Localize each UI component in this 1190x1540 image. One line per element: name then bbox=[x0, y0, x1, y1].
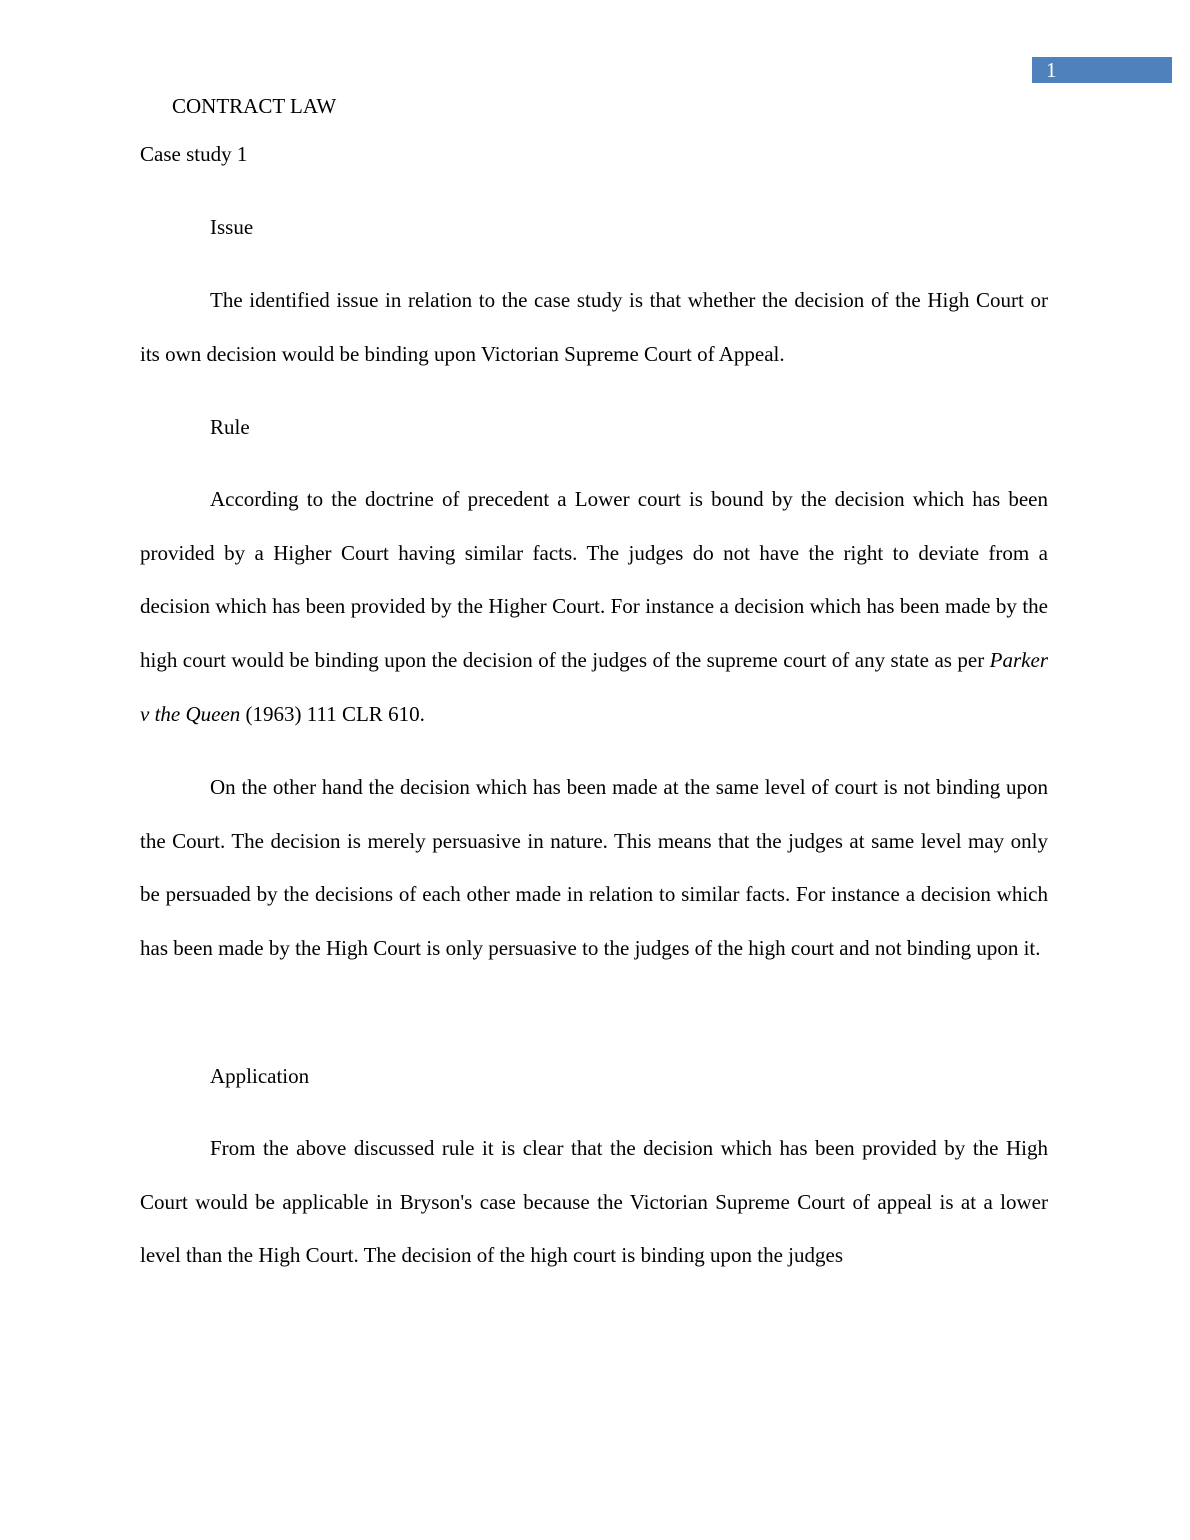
rule-paragraph-1 bbox=[140, 473, 1048, 742]
case-citation-name: Parker v the Queen bbox=[140, 648, 1048, 726]
page-number: 1 bbox=[1046, 58, 1057, 82]
issue-heading: Issue bbox=[210, 215, 254, 239]
issue-paragraph: The identified issue in relation to the case study is that whether the decision of the High Court or its own decision would be binding upon Victorian Supreme Court of Appeal. bbox=[140, 288, 1048, 366]
application-paragraph: From the above discussed rule it is clear that the decision which has been provided by the High Court would be applicable in Bryson's case because the Victorian Supreme Court of appeal is at a lower level than the High Court. The decision of the high court is binding upon the judges bbox=[140, 1136, 1048, 1268]
running-head: CONTRACT LAW bbox=[172, 94, 337, 118]
page-number-badge bbox=[1032, 57, 1172, 83]
rule-paragraph-2: On the other hand the decision which has been made at the same level of court is not binding upon the Court. The decision is merely persuasive in nature. This means that the judges at same level may only be persuaded by the decisions of each other made in relation to similar facts. For instance a decision which has been made by the High Court is only persuasive to the judges of the high court and not binding upon it. bbox=[140, 775, 1048, 961]
case-title: Case study 1 bbox=[140, 142, 248, 166]
rule-paragraph-1-text: According to the doctrine of precedent a Lower court is bound by the decision which has been provided by a Higher Court having similar facts. The judges do not have the right to deviate from a decision which has been provided by the Higher Court. For instance a decision which has been made by the high court would be binding upon the decision of the judges of the supreme court of any state as per bbox=[140, 487, 1048, 673]
application-heading: Application bbox=[210, 1064, 310, 1088]
rule-heading: Rule bbox=[210, 415, 250, 439]
rule-paragraph-1-citation: (1963) 111 CLR 610. bbox=[240, 701, 425, 726]
